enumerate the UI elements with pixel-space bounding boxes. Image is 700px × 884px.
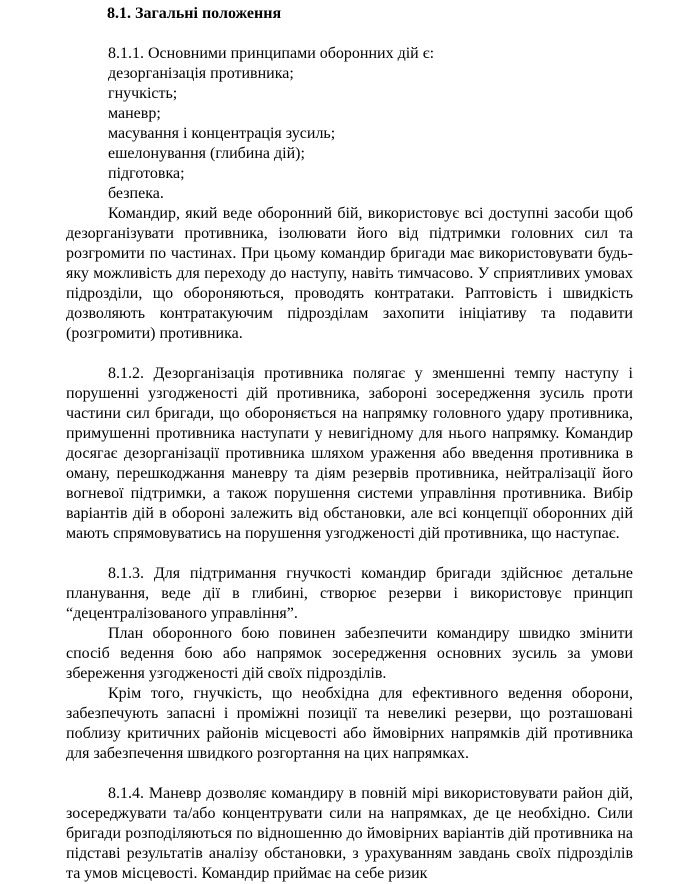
list-item: ешелонування (глибина дій); — [108, 145, 305, 162]
list-item: безпека. — [108, 185, 164, 202]
list-item: дезорганізація противника; — [108, 65, 294, 82]
list-item: гнучкість; — [108, 85, 178, 102]
paragraph-defense-plan: План оборонного бою повинен забезпечити командиру швидко змінити спосіб ведення бою або напрямок зосередження основних зусиль за умови збереження узгодженості дій своїх підрозділів. — [66, 625, 633, 682]
paragraph-flexibility: 8.1.3. Для підтримання гнучкості командир бригади здійснює детальне планування, веде дії в глибині, створює резерви і використовує принцип “децентралізованого управління”. — [66, 565, 633, 622]
document-page — [66, 0, 633, 884]
section-heading: 8.1. Загальні положення — [107, 5, 282, 22]
paragraph-commander-defense: Командир, який веде оборонний бій, використовує всі доступні засоби щоб дезорганізувати противника, ізолювати його від підтримки головних сил та розгромити по частинах. При цьому командир бригади має використовувати будь-яку можливість для переходу до наступу, навіть тимчасово. У сприятливих умовах підрозділи, що обороняються, проводять контратаки. Раптовість і швидкість дозволяють контратакуючим підрозділам захопити ініціативу та подавити (розгромити) противника. — [66, 205, 633, 342]
spacer — [66, 24, 633, 44]
paragraph-disorganization: 8.1.2. Дезорганізація противника полягає у зменшенні темпу наступу і порушенні узгодженості дій противника, забороні зосередження зусиль проти частини сил бригади, що обороняється на напрямку головного удару противника, примушенні противника наступати у невигідному для нього напрямку. Командир досягає дезорганізації противника шляхом ураження або введення противника в оману, перешкоджання маневру та діям резервів противника, нейтралізації його вогневої підтримки, а також порушення системи управління противника. Вибір варіантів дій в обороні залежить від обстановки, але всі концепції оборонних дій мають спрямовуватись на порушення узгодженості дій противника, що наступає. — [66, 365, 633, 542]
paragraph-gap — [66, 344, 633, 364]
paragraph-maneuver: 8.1.4. Маневр дозволяє командиру в повній мірі використовувати район дій, зосереджувати та/або концентрувати сили на напрямках, де це необхідно. Сили бригади розподіляються по відношенню до ймовірних варіантів дій противника на підставі результатів аналізу обстановки, з урахуванням завдань своїх підрозділів та умов місцевості. Командир приймає на себе ризик — [66, 785, 633, 882]
list-item: маневр; — [108, 105, 161, 122]
list-item: масування і концентрація зусиль; — [108, 125, 336, 142]
paragraph-gap — [66, 544, 633, 564]
list-item: підготовка; — [108, 165, 185, 182]
paragraph-gap — [66, 764, 633, 784]
list-intro: 8.1.1. Основними принципами оборонних дій є: — [108, 45, 435, 62]
paragraph-reserves: Крім того, гнучкість, що необхідна для ефективного ведення оборони, забезпечують запасні і проміжні позиції та невеликі резерви, що розташовані поблизу критичних районів місцевості або ймовірних напрямків дій противника для забезпечення швидкого розгортання на цих напрямках. — [66, 685, 633, 762]
